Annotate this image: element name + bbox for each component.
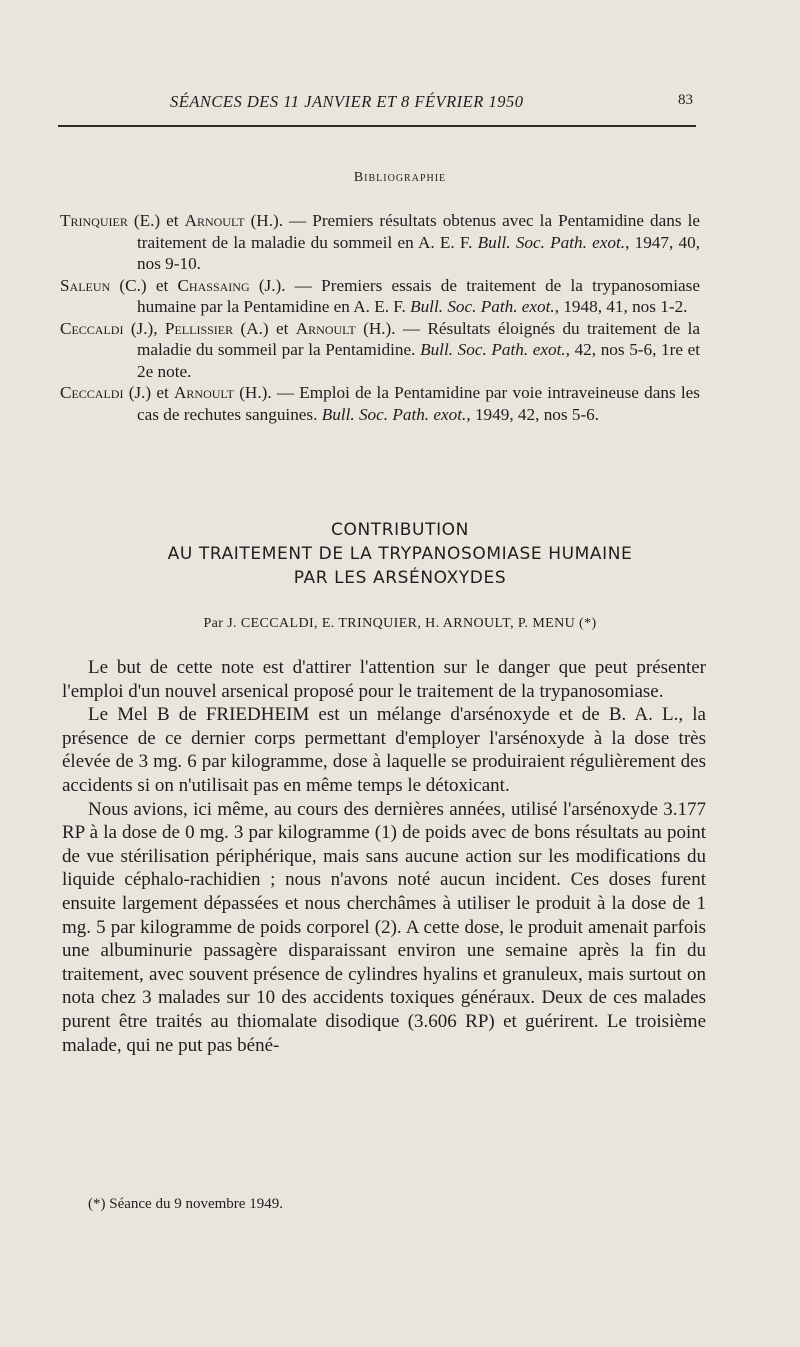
bibliography-entry	[60, 382, 700, 425]
bibliography-entry	[60, 318, 700, 383]
author-name: Chassaing	[177, 275, 250, 295]
author-initials: (H.). —	[355, 318, 428, 338]
reference-text: Résultats éloignés du traitement de la maladie du sommeil par la Pentamidine.	[137, 318, 700, 359]
body-paragraph: Le but de cette note est d'attirer l'attention sur le danger que peut présenter l'emploi d'un nouvel arsenical proposé pour le traitement de la trypanosomiase.	[62, 657, 706, 702]
bibliography-list	[60, 210, 700, 425]
article-body	[62, 656, 706, 1057]
article-title-line: AU TRAITEMENT DE LA TRYPANOSOMIASE HUMAINE	[167, 544, 633, 564]
author-initials: (J.). —	[249, 275, 322, 295]
reference-tail: , 42, nos 5-6, 1re et 2e note.	[137, 340, 700, 381]
bibliography-heading: Bibliographie	[353, 170, 447, 185]
author-initials: (J.) et	[123, 383, 174, 402]
author-initials: (E.) et	[127, 211, 185, 230]
body-paragraph: Le Mel B de FRIEDHEIM est un mélange d'arsénoxyde et de B. A. L., la présence de ce dernier corps permettant d'employer l'arsénoxyde à la dose très élevée de 3 mg. 6 par kilogramme, dose à laquelle se produiraient régulièrement des accidents si on n'utilisait pas en même temps le détoxicant.	[62, 704, 706, 796]
journal-name: Bull. Soc. Path. exot.	[321, 404, 467, 424]
author-initials: (J.),	[123, 318, 165, 338]
bibliography-entry	[60, 275, 700, 318]
author-name: Trinquier	[60, 211, 128, 230]
author-name: Ceccaldi	[60, 383, 124, 402]
journal-name: Bull. Soc. Path. exot.	[420, 340, 566, 359]
reference-text: Premiers résultats obtenus avec la Pentamidine dans le traitement de la maladie du sommeil en A. E. F.	[137, 211, 700, 252]
author-initials: (H.). —	[244, 211, 313, 230]
reference-text: Emploi de la Pentamidine par voie intraveineuse dans les cas de rechutes sanguines.	[137, 383, 700, 424]
running-title: SÉANCES DES 11 JANVIER ET 8 FÉVRIER 1950	[170, 92, 524, 111]
author-initials: (A.) et	[233, 318, 296, 338]
reference-tail: , 1948, 41, nos 1-2.	[554, 297, 688, 316]
author-name: Arnoult	[173, 383, 234, 402]
body-paragraph: Nous avions, ici même, au cours des dernières années, utilisé l'arsénoxyde 3.177 RP à la dose de 0 mg. 3 par kilogramme (1) de poids avec de bons résultats au point de vue stérilisation périphérique, mais sans aucune action sur les modifications du liquide céphalo-rachidien ; nous n'avons noté aucun incident. Ces doses furent ensuite largement dépassées et nous cherchâmes à utiliser le produit à la dose de 1 mg. 5 par kilogramme de poids corporel (2). A cette dose, le produit amenait parfois une albuminurie passagère disparaissant environ une semaine après la fin du traitement, avec souvent présence de cylindres hyalins et granuleux, mais surtout on nota chez 3 malades sur 10 des accidents toxiques généraux. Deux de ces malades purent être traités au thiomalate disodique (3.606 RP) et guérirent. Le troisième malade, qui ne put pas béné-	[62, 798, 706, 1056]
reference-tail: , 1949, 42, nos 5-6.	[466, 404, 600, 424]
journal-name: Bull. Soc. Path. exot.	[477, 232, 626, 252]
journal-name: Bull. Soc. Path. exot.	[410, 297, 555, 316]
article-title-line: PAR LES ARSÉNOXYDES	[293, 568, 507, 588]
article-authors	[0, 616, 800, 632]
author-name: Ceccaldi	[60, 318, 124, 338]
reference-text: Premiers essais de traitement de la trypanosomiase humaine par la Pentamidine en A. E. F.	[137, 275, 700, 316]
footnote: (*) Séance du 9 novembre 1949.	[88, 1196, 283, 1212]
author-name: Saleun	[60, 275, 111, 295]
author-name: Arnoult	[184, 211, 245, 230]
authors-list: J. CECCALDI, E. TRINQUIER, H. ARNOULT, P. MENU (*)	[227, 616, 597, 631]
author-name: Arnoult	[295, 318, 356, 338]
article-title	[0, 518, 800, 590]
page-number: 83	[678, 92, 693, 108]
authors-prefix: Par	[203, 616, 228, 631]
bibliography-entry	[60, 210, 700, 275]
header-rule	[58, 125, 696, 127]
author-initials: (C.) et	[110, 275, 178, 295]
author-initials: (H.). —	[233, 383, 300, 402]
author-name: Pellissier	[164, 318, 234, 338]
article-title-line: CONTRIBUTION	[331, 520, 469, 540]
reference-tail: , 1947, 40, nos 9-10.	[137, 232, 701, 273]
